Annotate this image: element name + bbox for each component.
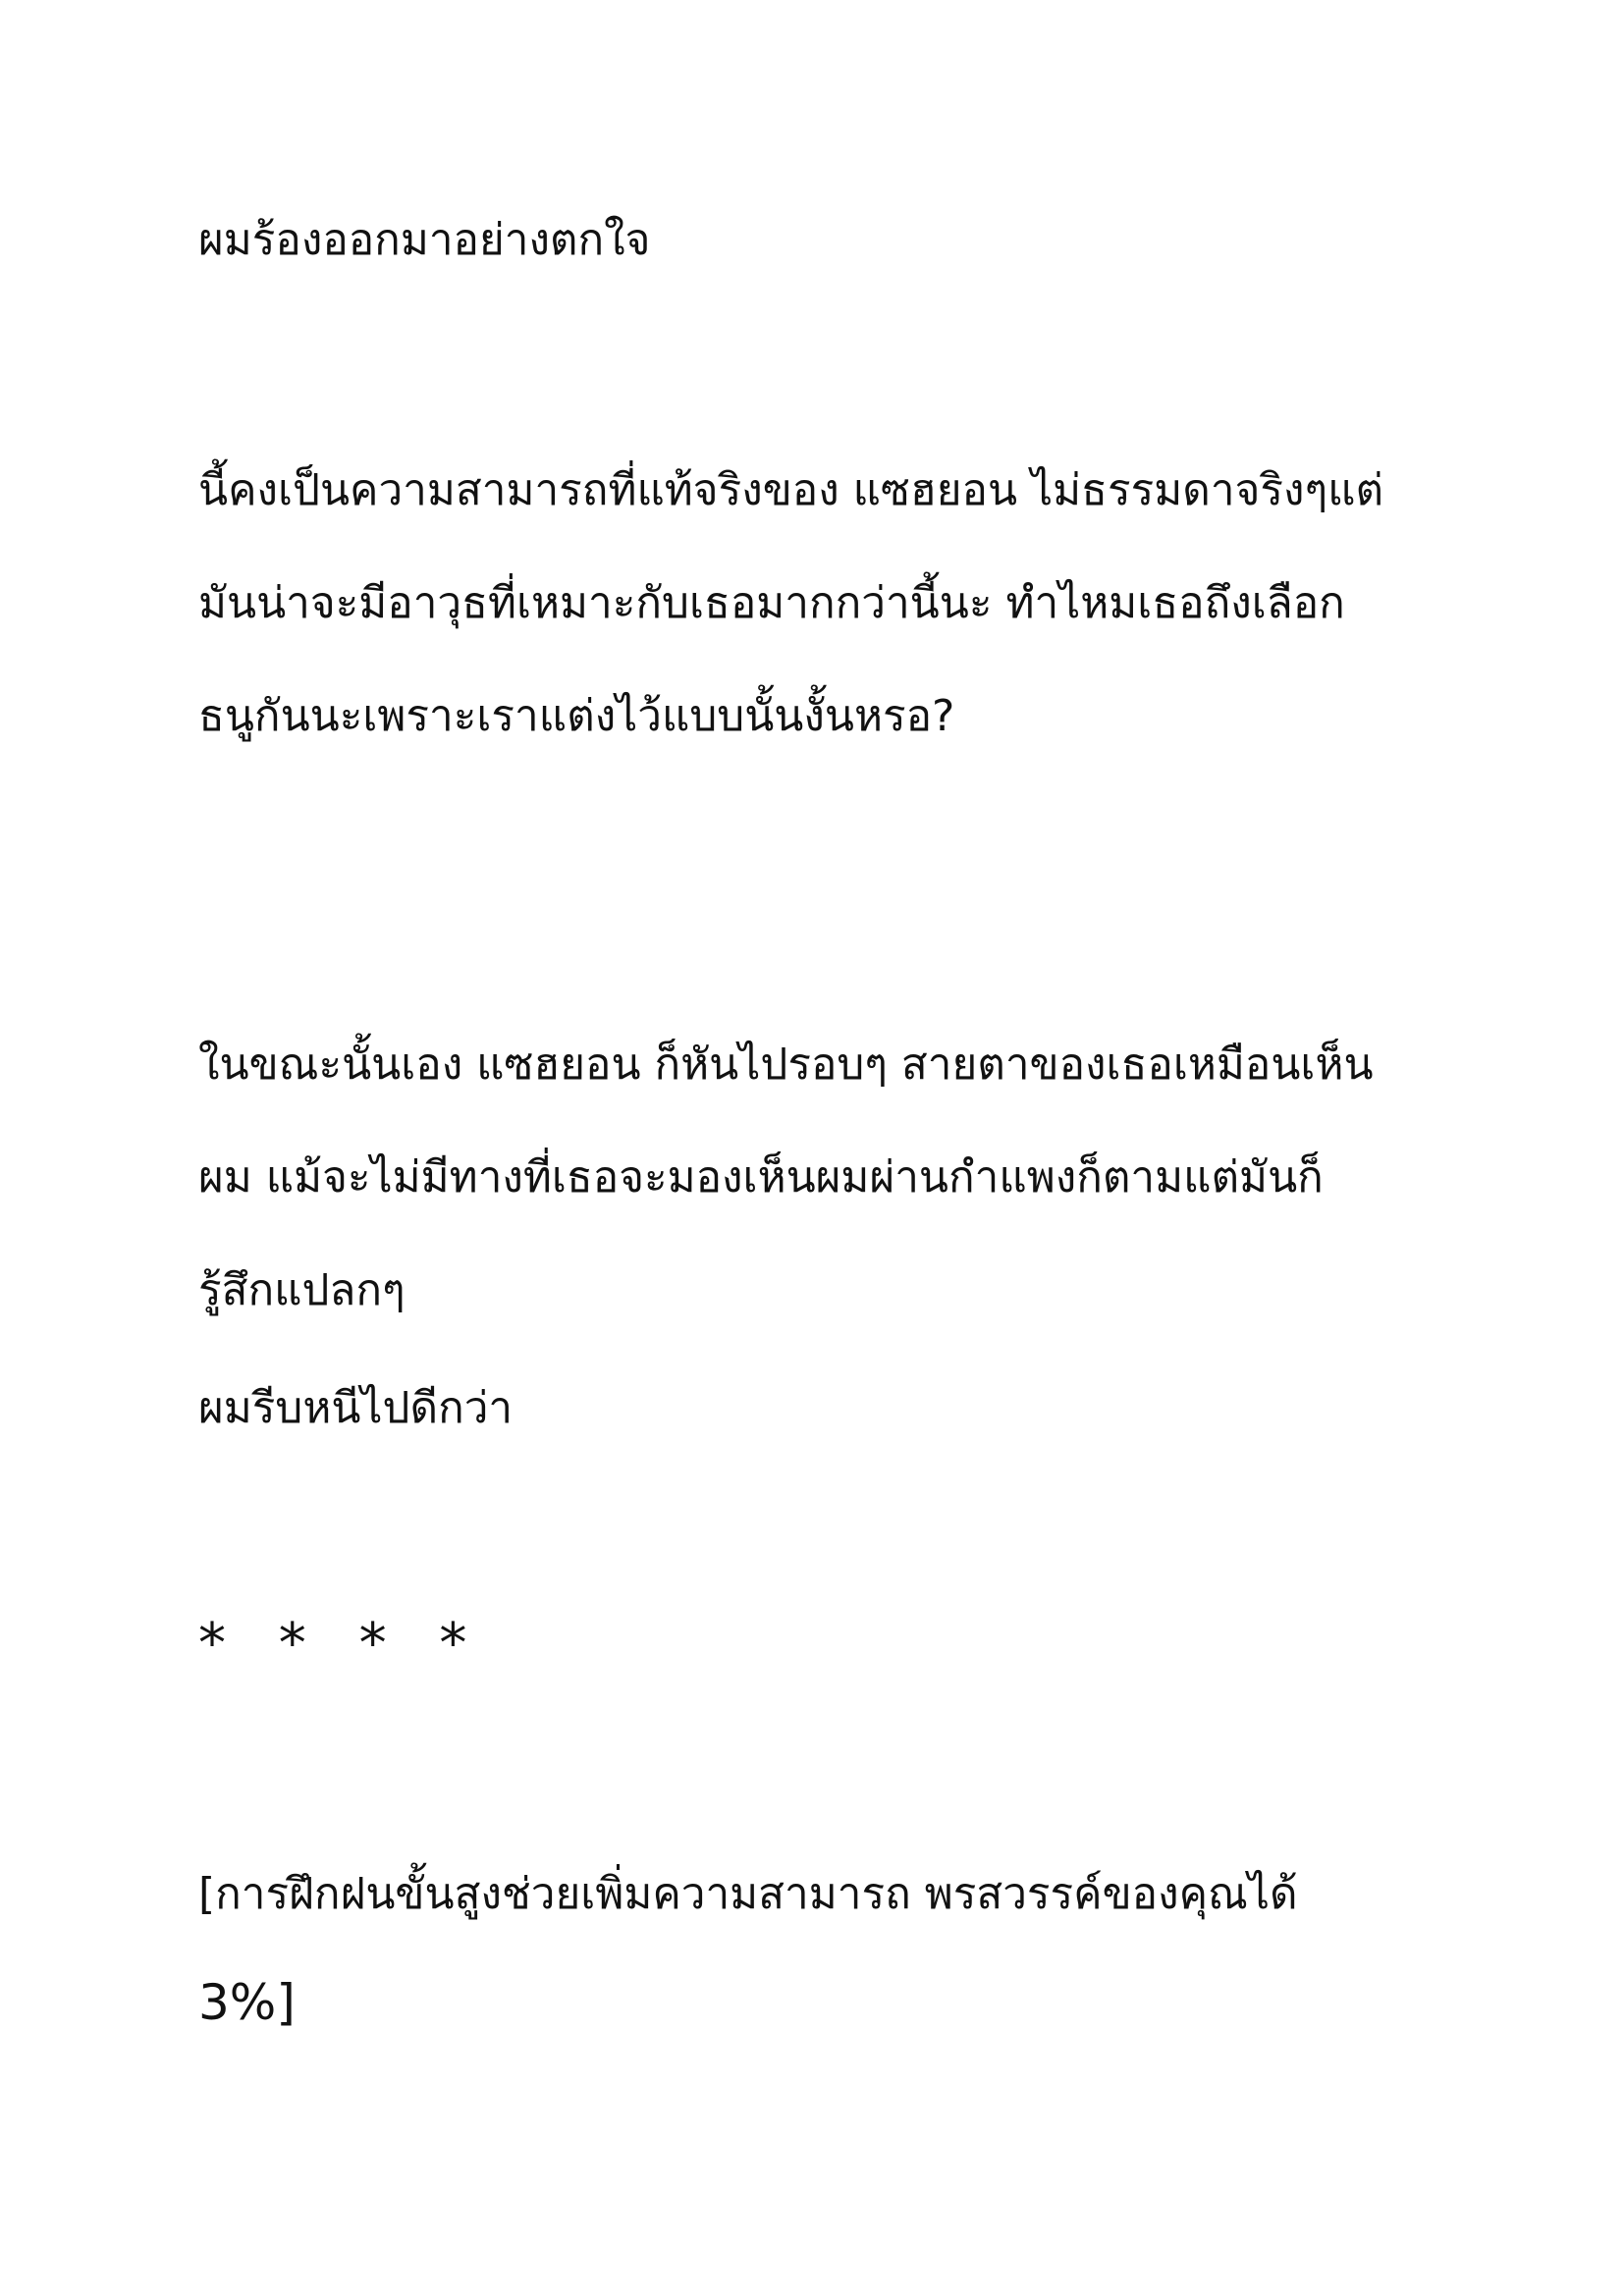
paragraph-line: นี้คงเป็นความสามารถที่แท้จริงของ แซฮยอน ไม่ธรรมดาจริงๆแต่: [198, 465, 1384, 515]
paragraph-line: ผมร้องออกมาอย่างตกใจ: [198, 215, 651, 265]
paragraph-line: ธนูกันนะเพราะเราแต่งไว้แบบนั้นงั้นหรอ?: [198, 691, 955, 741]
paragraph-line: มันน่าจะมีอาวุธที่เหมาะกับเธอมากกว่านี้นะ ทำไหมเธอถึงเลือก: [198, 578, 1345, 628]
paragraph-line: ผม แม้จะไม่มีทางที่เธอจะมองเห็นผมผ่านกำแพงก็ตามแต่มันก็: [198, 1152, 1324, 1202]
section-separator: * * * *: [198, 1612, 485, 1676]
paragraph-line: [การฝึกฝนขั้นสูงช่วยเพิ่มความสามารถ พรสวรรค์ของคุณได้: [198, 1869, 1298, 1919]
paragraph-line: 3%]: [198, 1974, 296, 2031]
paragraph-line: ผมรีบหนีไปดีกว่า: [198, 1383, 514, 1433]
paragraph-line: ในขณะนั้นเอง แซฮยอน ก็หันไปรอบๆ สายตาของเธอเหมือนเห็น: [198, 1040, 1374, 1090]
paragraph-line: รู้สึกแปลกๆ: [198, 1265, 406, 1315]
